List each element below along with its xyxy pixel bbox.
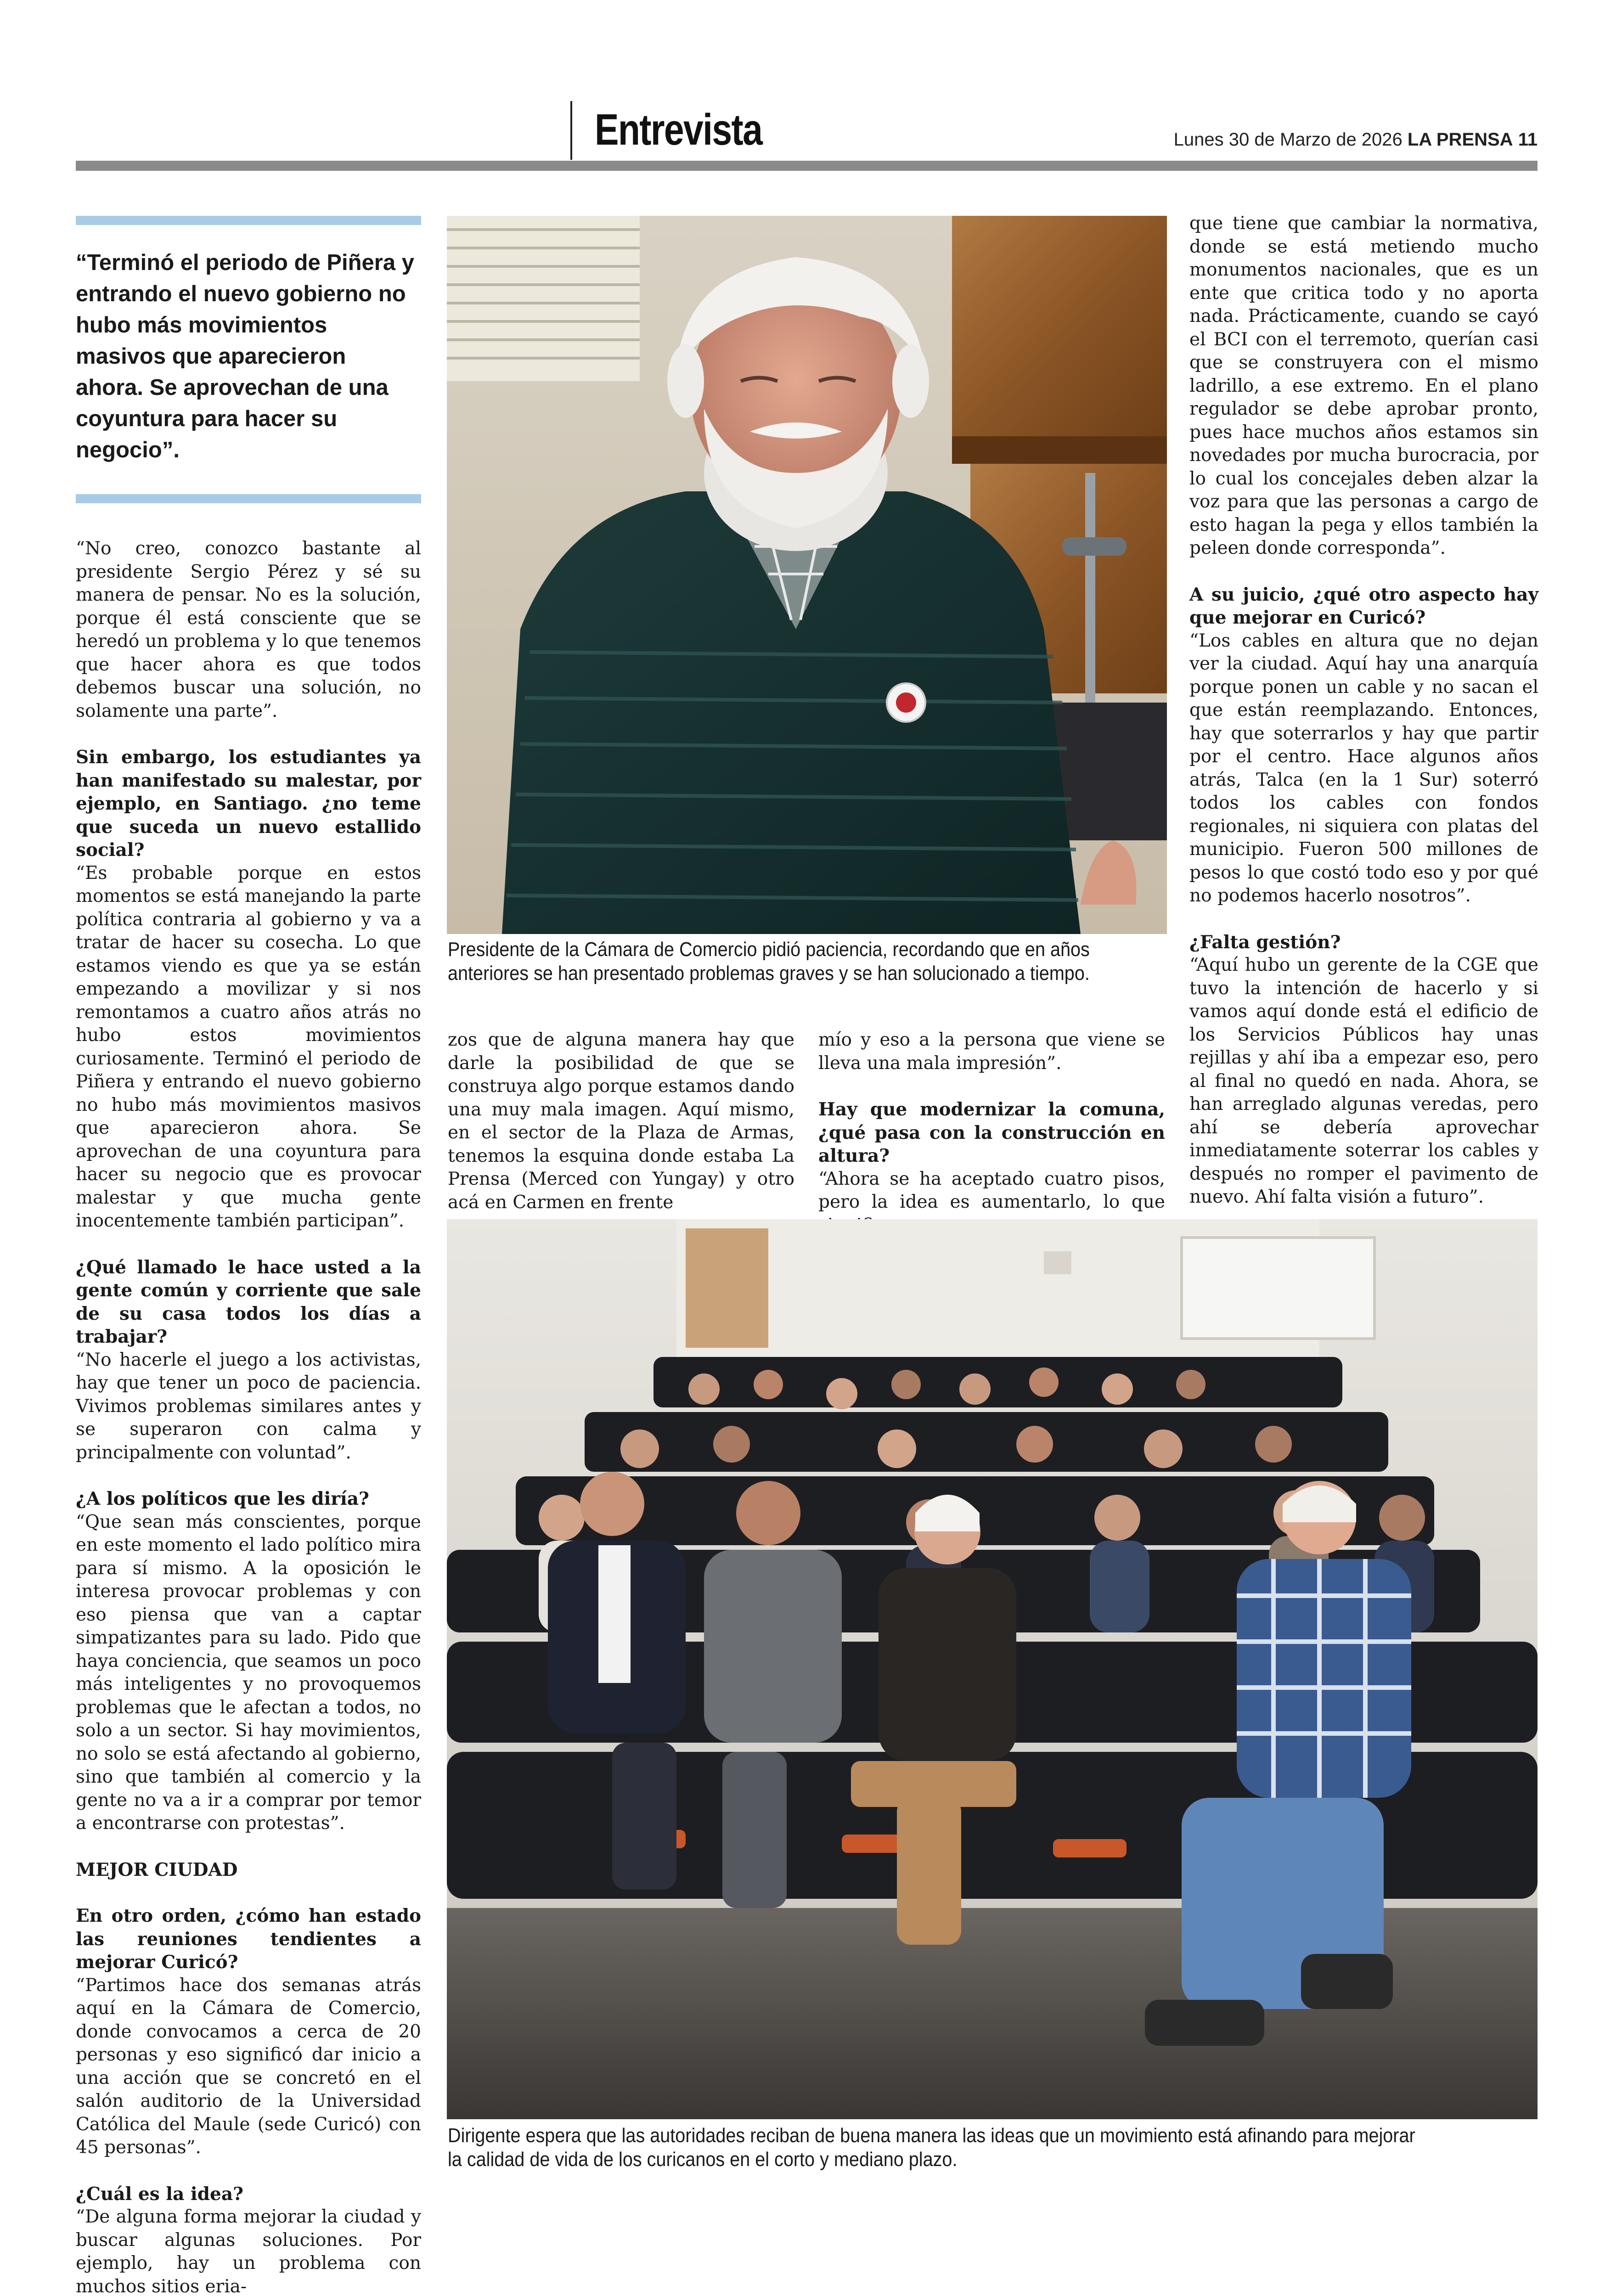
issue-date: Lunes 30 de Marzo de 2026 — [1173, 129, 1403, 150]
answer: “Los cables en altura que no dejan ver la ciudad. Aquí hay una anarquía porque ponen un cable y no sacan el que están reemplazando. Entonces, hay que soterrarlos y hay que partir por el centro. Hace algunos años atrás, Talca (en la 1 Sur) soterró todos los cables con fondos regionales, ni siquiera con platas del municipio. Fueron 500 millones de pesos lo que costó todo eso y por qué no podemos hacerlo nosotros”. — [1189, 630, 1538, 906]
caption-line: la calidad de vida de los curicanos en el corto y mediano plazo. — [448, 2148, 958, 2171]
question: Sin embargo, los estudiantes ya han manifestado su malestar, por ejemplo, en Santiago. ¿no teme que suceda un nuevo estallido social? — [76, 747, 421, 861]
article-column-3 — [1189, 212, 1538, 1209]
section-title: Entrevista — [595, 105, 762, 154]
page-number: 11 — [1518, 129, 1538, 150]
pullquote: “Terminó el periodo de Piñera y entrando el nuevo gobierno no hubo más movimientos masivos que aparecieron ahora. Se aprovechan de una coyuntura para hacer su negocio”. — [76, 250, 414, 462]
question: A su juicio, ¿qué otro aspecto hay que mejorar en Curicó? — [1189, 584, 1538, 628]
page-header-info — [1174, 129, 1538, 150]
paragraph: zos que de alguna manera hay que darle la posibilidad de que se construya algo porque estamos dando una muy mala imagen. Aquí mismo, en el sector de la Plaza de Armas, tenemos la esquina donde estaba La Prensa (Merced con Yungay) y otro acá en Carmen en frente — [448, 1030, 794, 1213]
question: En otro orden, ¿cómo han estado las reuniones tendientes a mejorar Curicó? — [76, 1905, 421, 1973]
question: ¿Falta gestión? — [1189, 931, 1341, 953]
subheading: MEJOR CIUDAD — [76, 1859, 238, 1880]
question: Hay que modernizar la comuna, ¿qué pasa con la construcción en altura? — [818, 1099, 1165, 1166]
answer: “Es probable porque en estos momentos se está manejando la parte política contraria al gobierno y va a tratar de hacer su cosecha. Lo que estamos viendo es que ya se están empezando a movilizar y si nos remontamos a cuatro años atrás no hubo estos movimientos curiosamente. Terminó el periodo de Piñera y entrando el nuevo gobierno no hubo más movimientos masivos que aparecieron ahora. Se aprovechan de una coyuntura para hacer su negocio que es provocar malestar y que mucha gente inocentemente también participan”. — [76, 862, 421, 1231]
paragraph: mío y eso a la persona que viene se lleva una mala impresión”. — [818, 1030, 1165, 1074]
header-divider — [570, 101, 572, 160]
answer: “Ahora se ha aceptado cuatro pisos, pero la idea es aumentarlo, lo que — [818, 1168, 1165, 1212]
portrait-photo-illustration — [447, 216, 1167, 934]
photo-caption-1 — [448, 938, 1090, 985]
answer: “No hacerle el juego a los activistas, hay que tener un poco de paciencia. Vivimos problemas similares antes y se superaron con calma y principalmente con voluntad”. — [76, 1349, 421, 1463]
article-column-2a — [448, 1029, 794, 1214]
audience-photo — [447, 1219, 1538, 2119]
answer: “Partimos hace dos semanas atrás aquí en la Cámara de Comercio, donde convocamos a cerca de 20 personas y eso significó dar inicio a una acción que se concretó en el salón auditorio de la Universidad Católica del Maule (sede Curicó) con 45 personas”. — [76, 1975, 421, 2158]
photo-caption-2 — [448, 2124, 1415, 2172]
caption-line: Dirigente espera que las autoridades reciban de buena manera las ideas que un movimiento está afinando para mejorar — [448, 2124, 1415, 2147]
question: ¿Qué llamado le hace usted a la gente común y corriente que sale de su casa todos los días a trabajar? — [76, 1256, 421, 1347]
question: ¿A los políticos que les diría? — [76, 1488, 369, 1509]
header-rule — [76, 161, 1538, 171]
newspaper-name: LA PRENSA — [1407, 129, 1513, 150]
question: ¿Cuál es la idea? — [76, 2183, 243, 2205]
pullquote-bottom-bar — [76, 494, 421, 503]
answer: “Que sean más conscientes, porque en este momento el lado político mira para sí mismo. A la oposición le interesa provocar problemas y con eso piensa que van a captar simpatizantes para su lado. Pido que haya conciencia, que seamos un poco más inteligentes y no provoquemos problemas que le afectan a todos, no solo a un sector. Si hay movimientos, no solo se está afectando al gobierno, sino que también al comercio y la gente no va a ir a comprar por temor a encontrarse con protestas”. — [76, 1511, 421, 1834]
paragraph: que tiene que cambiar la normativa, donde se está metiendo mucho monumentos nacionales, que es un ente que critica todo y no aporta nada. Prácticamente, cuando se cayó el BCI con el terremoto, querían casi que se construyera con el mismo ladrillo, a ese extremo. En el plano regulador se debe aprobar pronto, pues hace muchos años estamos sin novedades por mucha burocracia, por lo cual los concejales deben alzar la voz para que las personas a cargo de esto hagan la pega y ellos también la peleen donde corresponda”. — [1189, 213, 1538, 558]
portrait-photo — [447, 216, 1167, 934]
audience-photo-illustration — [447, 1219, 1538, 2119]
paragraph: “No creo, conozco bastante al presidente Sergio Pérez y sé su manera de pensar. No es la solución, porque él está consciente que se heredó un problema y lo que tenemos que hacer ahora es que todos debemos buscar una solución, no solamente una parte”. — [76, 538, 421, 721]
article-column-2b — [818, 1029, 1165, 1237]
answer: “De alguna forma mejorar la ciudad y buscar algunas soluciones. Por ejemplo, hay un problema con muchos sitios eria- — [76, 2206, 421, 2296]
pullquote-top-bar — [76, 216, 421, 225]
article-column-1 — [76, 537, 421, 2296]
caption-line: Presidente de la Cámara de Comercio pidió paciencia, recordando que en años — [448, 938, 1090, 961]
answer: “Aquí hubo un gerente de la CGE que tuvo la intención de hacerlo y si vamos aquí donde está el edificio de los Servicios Públicos hay unas rejillas y ahí iba a empezar eso, pero al final no quedó en nada. Ahora, se han arreglado algunas veredas, pero ahí se debería aprovechar inmediatamente soterrar los cables y después no romper el pavimento de nuevo. Ahí falta visión a futuro”. — [1189, 955, 1538, 1207]
caption-line: anteriores se han presentado problemas graves y se han solucionado a tiempo. — [448, 962, 1090, 985]
